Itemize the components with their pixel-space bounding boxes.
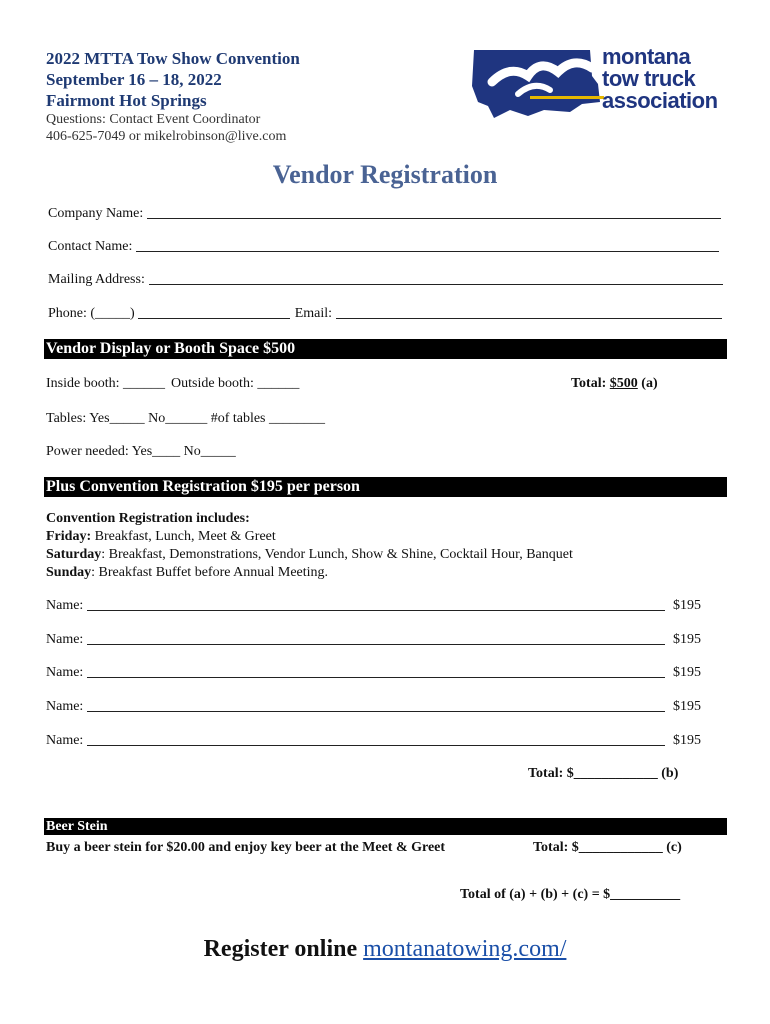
register-online xyxy=(0,936,770,963)
beer-total[interactable]: Total: $____________ (c) xyxy=(533,840,682,855)
logo-line-association: association xyxy=(602,88,718,113)
tables-field[interactable]: Tables: Yes_____ No______ #of tables ________ xyxy=(46,411,326,426)
page-title: Vendor Registration xyxy=(272,160,498,189)
contact-name-label: Contact Name: xyxy=(48,239,133,254)
outside-booth-field[interactable]: Outside booth: ______ xyxy=(171,376,300,391)
event-header xyxy=(46,48,300,145)
booth-section-heading: Vendor Display or Booth Space $500 xyxy=(44,339,727,359)
phone-label: Phone: (_____) xyxy=(48,306,135,321)
mailing-address-label: Mailing Address: xyxy=(48,272,145,287)
questions-line: Questions: Contact Event Coordinator xyxy=(46,112,261,127)
attendee-price: $195 xyxy=(673,699,701,714)
beer-stein-offer: Buy a beer stein for $20.00 and enjoy key beer at the Meet & Greet xyxy=(46,840,446,855)
montana-state-logo-icon xyxy=(470,46,605,126)
mtta-logo xyxy=(470,44,732,126)
attendee-price: $195 xyxy=(673,733,701,748)
attendee-price: $195 xyxy=(673,598,701,613)
grand-total[interactable]: Total of (a) + (b) + (c) = $__________ xyxy=(460,887,681,902)
contact-name-field[interactable] xyxy=(48,239,719,255)
booth-total-amount: $500 xyxy=(609,376,638,391)
mailing-address-field[interactable] xyxy=(48,272,723,288)
includes-heading: Convention Registration includes: xyxy=(46,511,250,526)
attendee-name-field[interactable]: Name: $195 xyxy=(46,598,701,613)
booth-total-suffix: (a) xyxy=(641,376,658,391)
sunday-line: Sunday: Breakfast Buffet before Annual Meeting. xyxy=(46,565,329,580)
email-label: Email: xyxy=(294,306,333,321)
beer-section-heading: Beer Stein xyxy=(44,818,727,835)
phone-email-row[interactable] xyxy=(48,306,722,322)
attendee-name-field[interactable]: Name: $195 xyxy=(46,733,701,748)
contact-info: 406-625-7049 or mikelrobinson@live.com xyxy=(46,129,287,144)
company-name-label: Company Name: xyxy=(48,206,144,221)
logo-line-montana: montana xyxy=(602,44,691,69)
event-location: Fairmont Hot Springs xyxy=(46,91,207,110)
attendee-name-field[interactable]: Name: $195 xyxy=(46,665,701,680)
attendee-name-field[interactable]: Name: $195 xyxy=(46,699,701,714)
booth-type-row[interactable] xyxy=(46,376,299,392)
saturday-line: Saturday: Breakfast, Demonstrations, Vendor Lunch, Show & Shine, Cocktail Hour, Banquet xyxy=(46,547,573,562)
attendee-price: $195 xyxy=(673,632,701,647)
register-link[interactable]: montanatowing.com/ xyxy=(363,936,567,962)
attendee-price: $195 xyxy=(673,665,701,680)
power-field[interactable]: Power needed: Yes____ No_____ xyxy=(46,444,236,459)
convention-total[interactable]: Total: $____________ (b) xyxy=(528,766,679,781)
booth-total xyxy=(571,376,658,392)
event-dates: September 16 – 18, 2022 xyxy=(46,70,222,89)
convention-section-heading: Plus Convention Registration $195 per person xyxy=(44,477,727,497)
logo-line-tow-truck: tow truck xyxy=(602,66,696,91)
convention-includes-block xyxy=(46,510,573,582)
booth-total-label: Total: xyxy=(571,376,607,391)
phone-line[interactable] xyxy=(138,318,290,319)
attendee-name-field[interactable]: Name: $195 xyxy=(46,632,701,647)
event-title: 2022 MTTA Tow Show Convention xyxy=(46,49,300,68)
register-label: Register online xyxy=(203,936,358,962)
friday-line: Friday: Breakfast, Lunch, Meet & Greet xyxy=(46,529,276,544)
company-name-field[interactable] xyxy=(48,206,721,222)
inside-booth-field[interactable]: Inside booth: ______ xyxy=(46,376,165,391)
